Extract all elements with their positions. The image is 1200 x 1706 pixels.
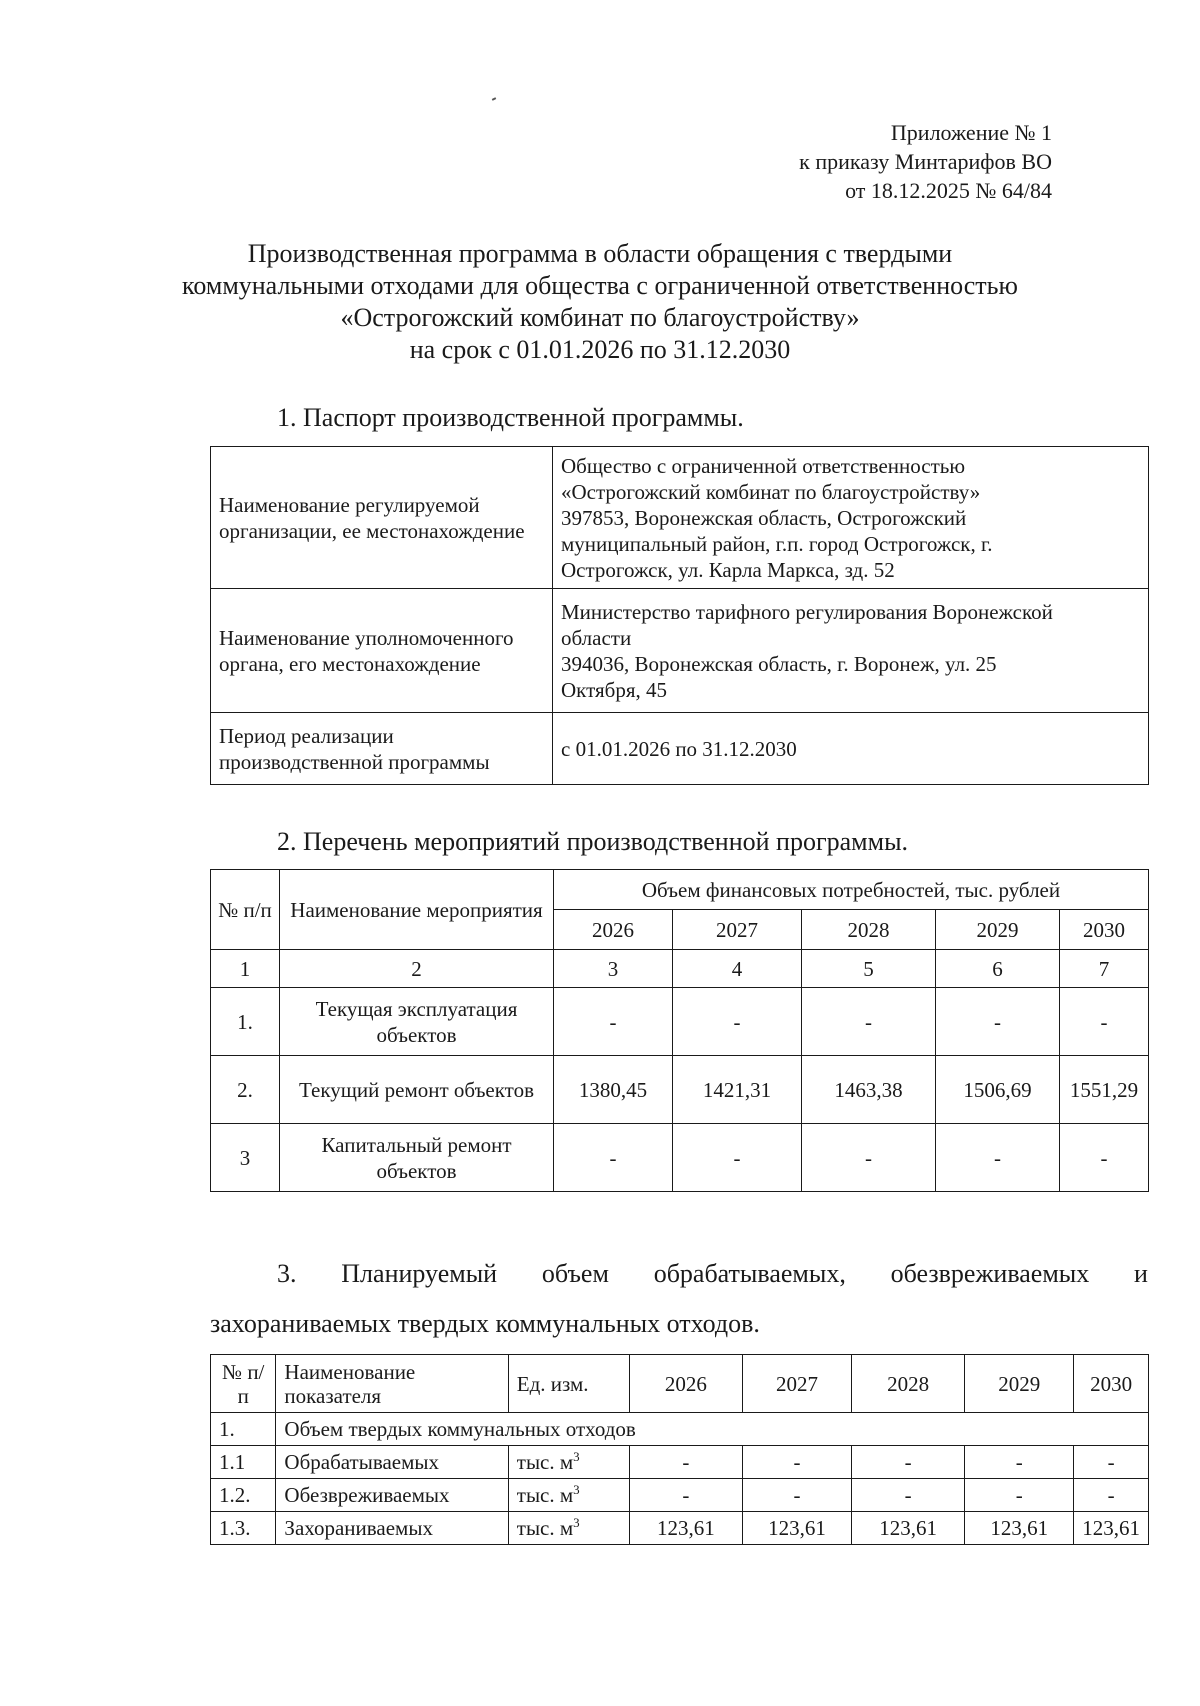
row-unit [508,1479,629,1512]
table-row [211,589,1149,713]
approval-line: к приказу Минтарифов ВО [799,149,1052,174]
group-name: Объем твердых коммунальных отходов [276,1413,1149,1446]
row-value: - [1074,1479,1149,1512]
row-value: 1463,38 [802,1056,936,1124]
row-name: Захораниваемых [276,1512,508,1545]
index-cell: 5 [802,950,936,988]
col-name-header: Наименование показателя [276,1355,508,1413]
row-value: - [629,1446,742,1479]
row-value: - [743,1446,852,1479]
table-row [211,1479,1149,1512]
table-row [211,988,1149,1056]
year-header: 2030 [1074,1355,1149,1413]
passport-value [553,589,1149,713]
index-cell: 6 [936,950,1060,988]
approval-line: от 18.12.2025 № 64/84 [845,178,1052,203]
col-num-header: № п/п [211,1355,276,1413]
value-line: с 01.01.2026 по 31.12.2030 [561,736,797,761]
table-row [211,713,1149,785]
heading-word: обезвреживаемых [890,1259,1090,1288]
unit-text: тыс. м [516,1483,574,1507]
row-value: - [936,988,1060,1056]
row-value: - [851,1446,964,1479]
year-header: 2028 [802,910,936,950]
unit-sup: 3 [573,1515,580,1530]
row-value: 123,61 [1074,1512,1149,1545]
value-line: области [561,625,632,650]
table-row [211,1056,1149,1124]
row-value: - [851,1479,964,1512]
year-header: 2026 [554,910,673,950]
row-name: Капитальный ремонт объектов [280,1124,554,1192]
row-unit [508,1446,629,1479]
heading-word: обрабатываемых, [653,1259,846,1288]
row-num: 1. [211,1413,276,1446]
table-row [211,447,1149,589]
index-cell: 4 [673,950,802,988]
col-num-header: № п/п [211,870,280,950]
row-value: - [936,1124,1060,1192]
heading-word: Планируемый [341,1259,498,1288]
col-unit-header: Ед. изм. [508,1355,629,1413]
year-header: 2029 [965,1355,1074,1413]
row-value: - [1074,1446,1149,1479]
value-line: 394036, Воронежская область, г. Воронеж, ул. 25 [561,651,997,676]
table-row [211,1124,1149,1192]
row-num: 3 [211,1124,280,1192]
passport-label: Наименование регулируемой организации, ее местонахождение [211,447,553,589]
row-num: 1.2. [211,1479,276,1512]
index-cell: 1 [211,950,280,988]
row-value: 123,61 [965,1512,1074,1545]
year-header: 2027 [673,910,802,950]
waste-volume-table [210,1354,1149,1545]
section1-heading: 1. Паспорт производственной программы. [277,403,744,432]
title-line: Производственная программа в области обращения с твердыми [247,239,953,268]
row-num: 2. [211,1056,280,1124]
table-header-row [211,1355,1149,1413]
row-value: - [554,1124,673,1192]
row-value: 1380,45 [554,1056,673,1124]
year-header: 2028 [851,1355,964,1413]
table-header-row [211,870,1149,910]
row-value: 123,61 [629,1512,742,1545]
row-name: Текущая эксплуатация объектов [280,988,554,1056]
row-value: - [1060,988,1149,1056]
unit-text: тыс. м [516,1516,574,1540]
index-row [211,950,1149,988]
stray-mark [492,97,496,101]
row-num: 1. [211,988,280,1056]
row-value: 1551,29 [1060,1056,1149,1124]
col-group-header: Объем финансовых потребностей, тыс. рублей [554,870,1149,910]
row-unit [508,1512,629,1545]
passport-value [553,447,1149,589]
title-line: «Острогожский комбинат по благоустройству» [340,303,860,332]
table-row [211,1512,1149,1545]
row-value: - [802,988,936,1056]
row-value: - [673,1124,802,1192]
approval-block [799,118,1052,205]
table-row [211,1446,1149,1479]
col-name-header: Наименование мероприятия [280,870,554,950]
row-value: - [965,1446,1074,1479]
section3-heading [277,1258,1148,1290]
heading-word: объем [541,1259,609,1288]
group-row [211,1413,1149,1446]
passport-table [210,446,1149,785]
value-line: Острогожск, ул. Карла Маркса, зд. 52 [561,557,895,582]
row-value: 123,61 [851,1512,964,1545]
unit-sup: 3 [573,1449,580,1464]
approval-line: Приложение № 1 [890,120,1052,145]
heading-word: 3. [277,1259,297,1288]
section3-heading-line2: захораниваемых твердых коммунальных отходов. [210,1309,760,1338]
year-header: 2030 [1060,910,1149,950]
row-value: - [554,988,673,1056]
row-name: Обезвреживаемых [276,1479,508,1512]
value-line: муниципальный район, г.п. город Острогожск, г. [561,531,993,556]
passport-label: Наименование уполномоченного органа, его местонахождение [211,589,553,713]
heading-word: и [1134,1259,1148,1288]
section2-heading: 2. Перечень мероприятий производственной программы. [277,827,909,856]
value-line: Октября, 45 [561,677,667,702]
title-line: коммунальными отходами для общества с ограниченной ответственностью [182,271,1018,300]
measures-table [210,869,1149,1192]
year-header: 2027 [743,1355,852,1413]
row-name: Обрабатываемых [276,1446,508,1479]
unit-text: тыс. м [516,1450,574,1474]
row-value: - [802,1124,936,1192]
index-cell: 7 [1060,950,1149,988]
index-cell: 3 [554,950,673,988]
index-cell: 2 [280,950,554,988]
passport-label: Период реализации производственной программы [211,713,553,785]
row-value: 123,61 [743,1512,852,1545]
row-name: Текущий ремонт объектов [280,1056,554,1124]
row-value: - [743,1479,852,1512]
title-line: на срок с 01.01.2026 по 31.12.2030 [409,335,791,364]
row-value: - [965,1479,1074,1512]
value-line: Общество с ограниченной ответственностью [561,453,966,478]
passport-value [553,713,1149,785]
document-title [150,238,1050,366]
row-value: - [673,988,802,1056]
row-num: 1.3. [211,1512,276,1545]
row-value: 1506,69 [936,1056,1060,1124]
year-header: 2026 [629,1355,742,1413]
year-header: 2029 [936,910,1060,950]
row-value: 1421,31 [673,1056,802,1124]
value-line: 397853, Воронежская область, Острогожский [561,505,967,530]
unit-sup: 3 [573,1482,580,1497]
row-value: - [629,1479,742,1512]
row-value: - [1060,1124,1149,1192]
row-num: 1.1 [211,1446,276,1479]
value-line: «Острогожский комбинат по благоустройству» [561,479,981,504]
value-line: Министерство тарифного регулирования Воронежской [561,599,1053,624]
